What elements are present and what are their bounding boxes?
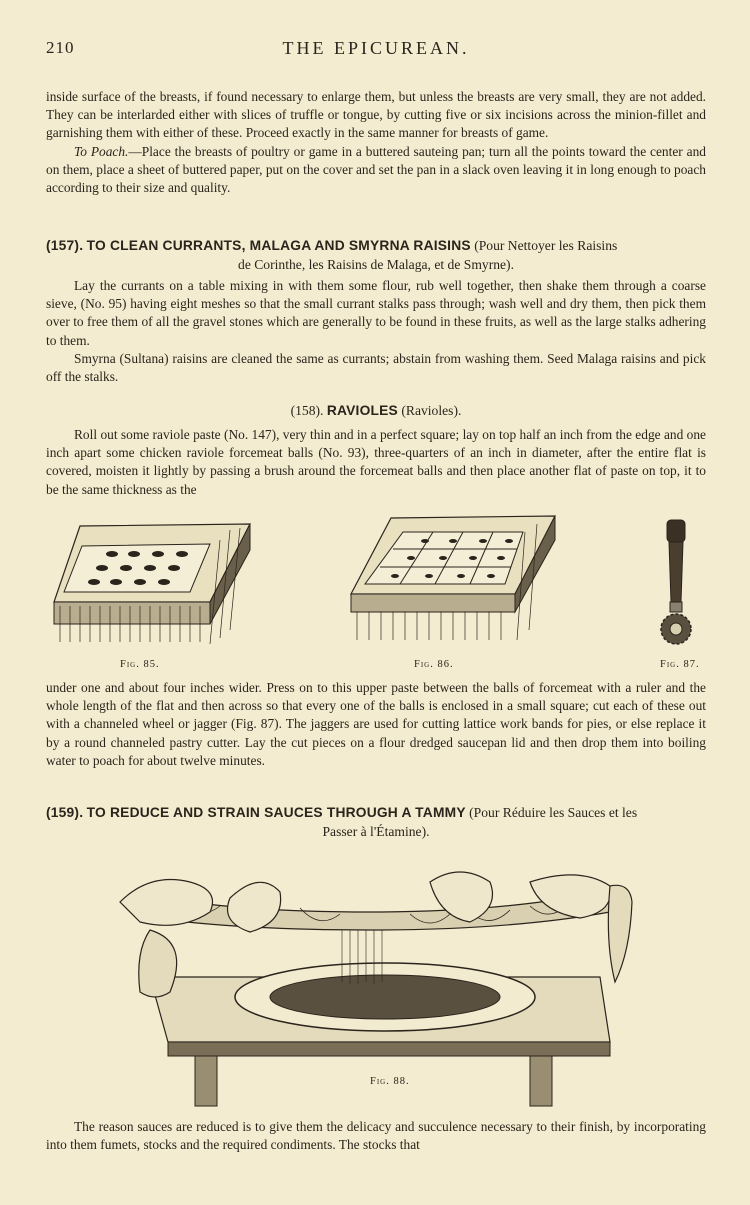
page-header	[46, 38, 706, 62]
section-158-paragraph-1: Roll out some raviole paste (No. 147), very thin and in a perfect square; lay on top half an inch from the edge and one inch apart some chicken raviole forcemeat balls (No. 93), three-quarters of an inch in diameter, after the entire flat is covered, moisten it lightly by passing a brush around the forcemeat balls and then place another flat of paste on top, it to be the same thickness as the	[46, 427, 706, 497]
section-159-heading	[46, 803, 706, 841]
section-158-text-2	[46, 679, 706, 770]
section-159-french-2: Passer à l'Étamine).	[322, 824, 430, 839]
figure-85-illustration	[50, 520, 255, 650]
intro-paragraph-1: inside surface of the breasts, if found necessary to enlarge them, but unless the breasts are very small, they are not added. They can be interlarded either with slices of truffle or tongue, by cutting five or six incisions across the minion-fillet and garnishing them with either of these. Proceed exactly in the same manner for breasts of game.	[46, 89, 706, 141]
figure-87-illustration	[655, 516, 700, 651]
section-158-title: RAVIOLES	[326, 403, 398, 418]
to-poach-lead: To Poach.	[74, 143, 129, 159]
section-158-text-1	[46, 426, 706, 499]
section-157-text	[46, 277, 706, 386]
section-158-french: (Ravioles).	[401, 403, 462, 418]
figure-86-illustration	[345, 512, 560, 647]
figure-85	[50, 520, 255, 650]
section-159-french-1: (Pour Réduire les Sauces et les	[469, 805, 638, 820]
figure-85-caption: Fig. 85.	[120, 659, 160, 670]
figure-86	[345, 512, 560, 647]
section-159-paragraph-1: The reason sauces are reduced is to give them the delicacy and succulence necessary to their finish, by incorporating into them fumets, stocks and the required condiments. The stocks that	[46, 1119, 706, 1153]
intro-paragraph-2	[46, 143, 706, 198]
page-number: 210	[46, 38, 75, 57]
figure-86-caption: Fig. 86.	[414, 659, 454, 670]
section-157-french-2: de Corinthe, les Raisins de Malaga, et de Smyrne).	[238, 257, 514, 272]
figure-88	[110, 842, 640, 1107]
section-158-paragraph-2: under one and about four inches wider. Press on to this upper paste between the balls of forcemeat with a ruler and the whole length of the flat and then across so that every one of the balls is enclosed in a small square; cut each of these out with a channeled wheel or jagger (Fig. 87). The jaggers are used for cutting lattice work bands for pies, or else replace it by a round channeled pastry cutter. Lay the cut pieces on a flour dredged saucepan lid and then drop them into boiling water to poach for about twelve minutes.	[46, 680, 706, 768]
section-157-title: TO CLEAN CURRANTS, MALAGA AND SMYRNA RAISINS	[86, 238, 471, 253]
section-157-heading	[46, 236, 706, 274]
to-poach-text: —Place the breasts of poultry or game in a buttered sauteing pan; turn all the points toward the center and on them, place a sheet of buttered paper, put on the cover and set the pan in a slack oven leaving it in long enough to poach according to their size and quality.	[46, 143, 706, 196]
section-157-paragraph-2: Smyrna (Sultana) raisins are cleaned the same as currants; abstain from washing them. Seed Malaga raisins and pick off the stalks.	[46, 350, 706, 385]
running-title: THE EPICUREAN.	[282, 38, 470, 58]
section-159-number: (159).	[46, 805, 84, 820]
intro-text	[46, 88, 706, 197]
section-159-title: TO REDUCE AND STRAIN SAUCES THROUGH A TAMMY	[86, 805, 466, 820]
figure-88-illustration	[110, 842, 640, 1107]
figure-87-caption: Fig. 87.	[660, 659, 700, 670]
section-158-number: (158).	[290, 403, 324, 418]
section-157-paragraph-1: Lay the currants on a table mixing in with them some flour, rub well together, then shake them through a coarse sieve, (No. 95) having eight meshes so that the small currant stalks pass through; wash well and dry them, then pick them over to free them of all the gravel stones which are generally to be found in these fruits, as well as the large stalks adhering to them.	[46, 278, 706, 348]
section-159-text	[46, 1118, 706, 1154]
section-157-number: (157).	[46, 238, 84, 253]
figure-87	[655, 516, 700, 651]
figure-88-caption: Fig. 88.	[370, 1076, 410, 1087]
section-157-french-1: (Pour Nettoyer les Raisins	[474, 238, 618, 253]
section-158-heading	[46, 401, 706, 420]
